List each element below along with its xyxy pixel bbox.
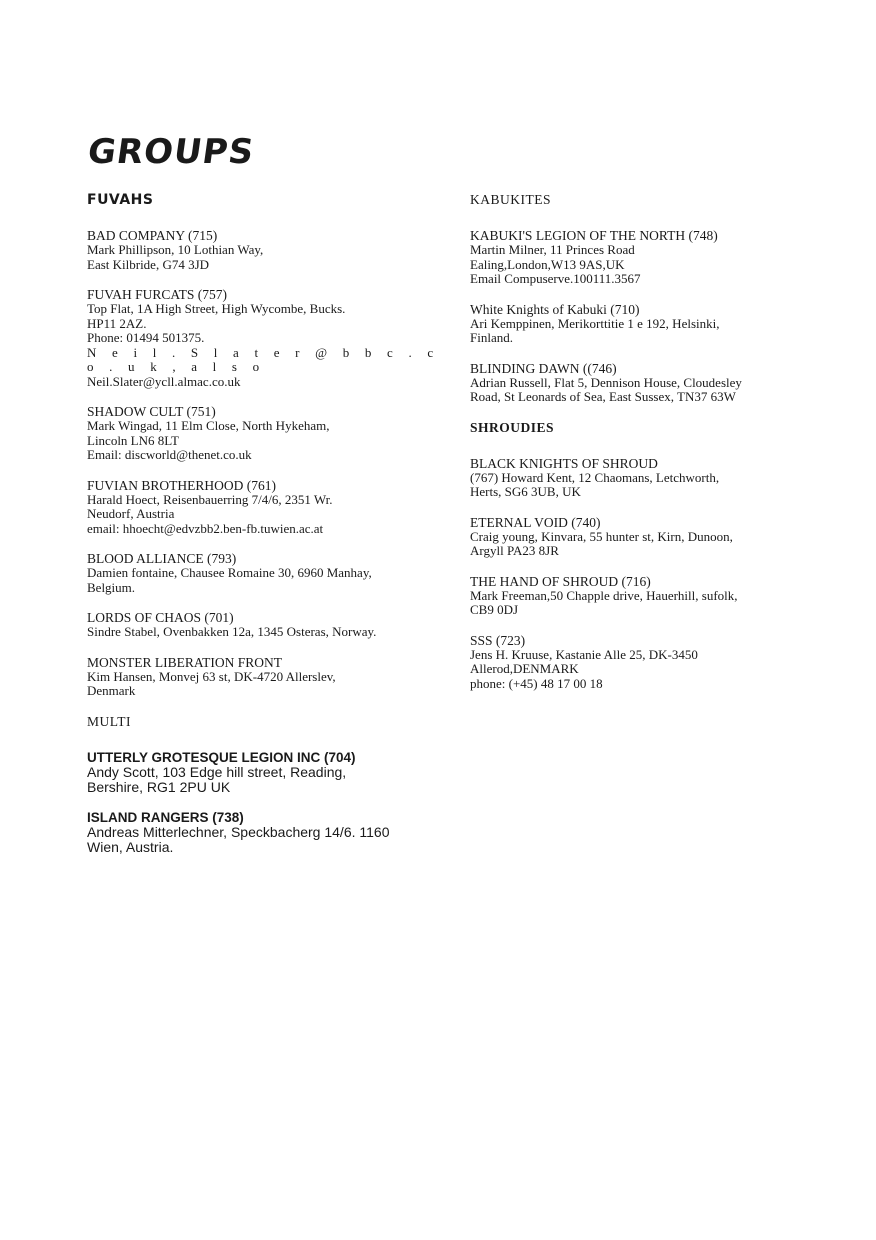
group-entry [470, 456, 815, 500]
group-entry [87, 287, 442, 389]
section-heading-shroudies: SHROUDIES [470, 419, 555, 435]
address-line: Mark Phillipson, 10 Lothian Way, [87, 242, 264, 257]
address-line: Lincoln LN6 8LT [87, 432, 179, 448]
group-name: SHADOW CULT (751) [87, 404, 216, 419]
address-line: Andreas Mitterlechner, Speckbacherg 14/6. 1160 [87, 823, 390, 840]
group-name: BAD COMPANY (715) [87, 228, 218, 243]
address-line: Craig young, Kinvara, 55 hunter st, Kirn, Dunoon, [470, 528, 733, 544]
section-kabukites [470, 192, 815, 405]
section-fuvahs [87, 192, 442, 699]
group-name: MONSTER LIBERATION FRONT [87, 654, 283, 670]
group-entry [470, 633, 815, 692]
right-column [470, 192, 815, 706]
address-line: East Kilbride, G74 3JD [87, 256, 210, 272]
section-heading-fuvahs: FUVAHS [87, 192, 154, 208]
group-entry [87, 228, 442, 272]
section-shroudies [470, 420, 815, 692]
address-line: Martin Milner, 11 Princes Road [470, 242, 635, 257]
group-name: White Knights of Kabuki (710) [470, 301, 640, 317]
address-line: Herts, SG6 3UB, UK [470, 484, 581, 499]
group-name: ETERNAL VOID (740) [470, 514, 601, 530]
group-entry [470, 302, 815, 346]
address-line: Damien fontaine, Chausee Romaine 30, 6960 Manhay, [87, 565, 372, 580]
address-line: Bershire, RG1 2PU UK [87, 778, 231, 795]
group-entry [470, 361, 815, 405]
address-line: Mark Freeman,50 Chapple drive, Hauerhill, sufolk, [470, 587, 738, 603]
address-line: Road, St Leonards of Sea, East Sussex, TN37 63W [470, 389, 736, 404]
group-entry [87, 655, 442, 699]
group-entry [87, 610, 442, 640]
left-column [87, 192, 442, 870]
address-line: Neudorf, Austria [87, 506, 175, 521]
group-entry [470, 515, 815, 559]
address-line: Jens H. Kruuse, Kastanie Alle 25, DK-3450 [470, 646, 698, 662]
group-entry [87, 551, 442, 595]
address-line: Belgium. [87, 579, 136, 595]
group-name: THE HAND OF SHROUD (716) [470, 573, 651, 589]
group-entry [470, 228, 815, 287]
address-line: Allerod,DENMARK [470, 661, 579, 676]
address-line: Neil.Slater@ycll.almac.co.uk [87, 373, 241, 389]
address-line: Ealing,London,W13 9AS,UK [470, 256, 625, 272]
group-name: FUVAH FURCATS (757) [87, 287, 228, 302]
address-line: Mark Wingad, 11 Elm Close, North Hykeham, [87, 418, 330, 433]
group-name: UTTERLY GROTESQUE LEGION INC (704) [87, 749, 356, 765]
group-name: BLOOD ALLIANCE (793) [87, 551, 237, 566]
address-line: Adrian Russell, Flat 5, Dennison House, Cloudesley [470, 374, 742, 390]
address-line: Finland. [470, 330, 513, 345]
group-entry [87, 478, 442, 537]
page-title: GROUPS [85, 132, 257, 172]
address-line: Email: discworld@thenet.co.uk [87, 447, 252, 462]
address-line: Kim Hansen, Monvej 63 st, DK-4720 Allerslev, [87, 668, 336, 684]
address-line: email: hhoecht@edvzbb2.ben-fb.tuwien.ac.at [87, 520, 324, 536]
address-line: Sindre Stabel, Ovenbakken 12a, 1345 Osteras, Norway. [87, 624, 377, 639]
address-line: Phone: 01494 501375. [87, 330, 205, 345]
group-name: LORDS OF CHAOS (701) [87, 610, 234, 625]
group-name: KABUKI'S LEGION OF THE NORTH (748) [470, 228, 718, 243]
group-entry [87, 404, 442, 463]
group-name: BLINDING DAWN ((746) [470, 360, 617, 376]
address-line: Top Flat, 1A High Street, High Wycombe, Bucks. [87, 301, 346, 316]
group-name: ISLAND RANGERS (738) [87, 809, 244, 825]
address-line: N e i l . S l a t e r @ b b c . c o . u k , a l s o [87, 344, 440, 374]
group-entry [87, 750, 442, 795]
group-entry [470, 574, 815, 618]
address-line: phone: (+45) 48 17 00 18 [470, 675, 603, 691]
group-entry [87, 810, 442, 855]
group-name: FUVIAN BROTHERHOOD (761) [87, 477, 276, 493]
address-line: Harald Hoect, Reisenbauerring 7/4/6, 2351 Wr. [87, 491, 333, 507]
address-line: (767) Howard Kent, 12 Chaomans, Letchworth, [470, 469, 720, 485]
group-name: SSS (723) [470, 632, 526, 648]
section-multi [87, 714, 442, 855]
address-line: Argyll PA23 8JR [470, 543, 559, 558]
address-line: Denmark [87, 683, 136, 698]
address-line: Wien, Austria. [87, 838, 174, 855]
section-heading-kabukites: KABUKITES [470, 192, 551, 207]
address-line: Andy Scott, 103 Edge hill street, Reading, [87, 763, 347, 780]
address-line: Email Compuserve.100111.3567 [470, 271, 641, 286]
address-line: HP11 2AZ. [87, 315, 147, 331]
address-line: CB9 0DJ [470, 602, 519, 617]
group-name: BLACK KNIGHTS OF SHROUD [470, 455, 658, 471]
address-line: Ari Kemppinen, Merikorttitie 1 e 192, Helsinki, [470, 315, 720, 331]
section-heading-multi: MULTI [87, 713, 132, 729]
